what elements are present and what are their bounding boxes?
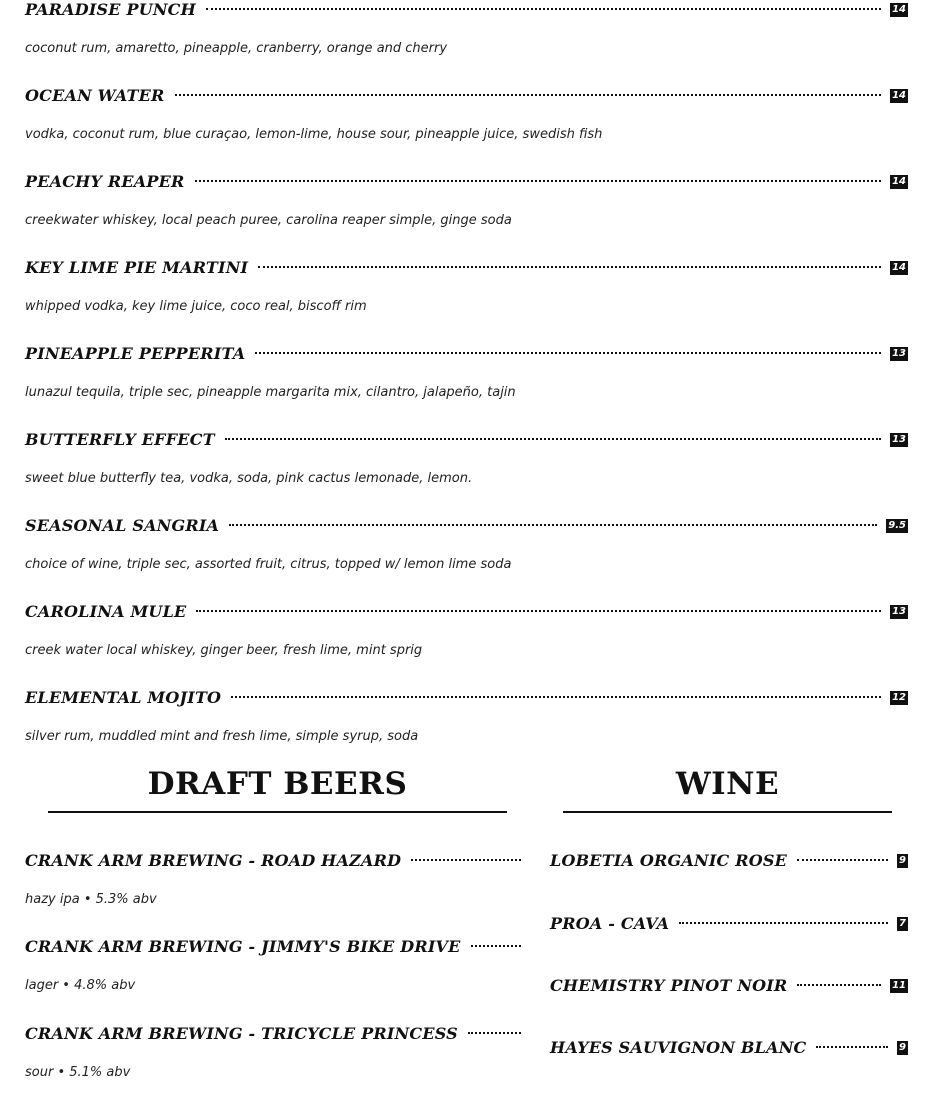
item-description: sour • 5.1% abv [25,1065,131,1080]
price-badge: 14 [892,89,906,101]
item-name: LOBETIA ORGANIC ROSE [550,851,787,870]
menu-item [25,430,908,486]
item-name: SEASONAL SANGRIA [25,516,220,535]
item-name: CRANK ARM BREWING - ROAD HAZARD [25,851,402,870]
item-description: hazy ipa • 5.3% abv [25,892,157,907]
dot-leader [231,696,881,698]
item-description: silver rum, muddled mint and fresh lime, simple syrup, soda [25,729,419,744]
section-title-draft-beers: DRAFT BEERS [147,766,408,802]
menu-item [25,344,908,400]
beer-item [25,1024,521,1080]
dot-leader [471,945,521,947]
menu-item [25,602,908,658]
beer-item [25,851,521,907]
item-name: PARADISE PUNCH [25,0,196,19]
dot-leader [797,859,888,861]
beer-item [25,937,521,993]
item-name: CHEMISTRY PINOT NOIR [550,976,788,995]
menu-item [25,516,908,572]
item-description: coconut rum, amaretto, pineapple, cranberry, orange and cherry [25,41,448,56]
section-divider [563,811,892,813]
dot-leader [411,859,521,861]
dot-leader [175,94,882,96]
section-divider [48,811,507,813]
menu-item [25,0,908,56]
menu-item [25,86,908,142]
price-badge: 11 [892,979,906,991]
price-badge: 12 [892,691,906,703]
price-badge: 14 [892,261,906,273]
item-description: choice of wine, triple sec, assorted fruit, citrus, topped w/ lemon lime soda [25,557,512,572]
item-name: ELEMENTAL MOJITO [25,688,222,707]
price-badge: 9.5 [888,519,906,531]
dot-leader [196,610,881,612]
item-description: lager • 4.8% abv [25,978,136,993]
item-name: KEY LIME PIE MARTINI [25,258,249,277]
item-name: PROA - CAVA [550,914,670,933]
item-name: OCEAN WATER [25,86,165,105]
dot-leader [225,438,881,440]
item-description: whipped vodka, key lime juice, coco real, biscoff rim [25,299,367,314]
price-badge: 13 [892,347,906,359]
price-badge: 14 [892,175,906,187]
price-badge: 9 [899,854,906,866]
wine-item [550,1038,908,1057]
item-description: creek water local whiskey, ginger beer, fresh lime, mint sprig [25,643,423,658]
item-description: lunazul tequila, triple sec, pineapple margarita mix, cilantro, jalapeño, tajin [25,385,516,400]
item-description: vodka, coconut rum, blue curaçao, lemon-lime, house sour, pineapple juice, swedish fish [25,127,603,142]
item-name: BUTTERFLY EFFECT [25,430,215,449]
wine-item [550,914,908,933]
menu-item [25,172,908,228]
price-badge: 7 [899,917,906,929]
item-description: creekwater whiskey, local peach puree, carolina reaper simple, ginge soda [25,213,512,228]
dot-leader [258,266,881,268]
item-name: CRANK ARM BREWING - JIMMY'S BIKE DRIVE [25,937,461,956]
wine-item [550,976,908,995]
wine-item [550,851,908,870]
item-name: PEACHY REAPER [25,172,185,191]
dot-leader [816,1046,888,1048]
menu-item [25,258,908,314]
dot-leader [797,984,881,986]
dot-leader [679,922,888,924]
dot-leader [255,352,881,354]
item-name: PINEAPPLE PEPPERITA [25,344,246,363]
section-title-wine: WINE [675,766,780,802]
dot-leader [229,524,877,526]
item-name: CRANK ARM BREWING - TRICYCLE PRINCESS [25,1024,458,1043]
price-badge: 14 [892,3,906,15]
item-description: sweet blue butterfly tea, vodka, soda, pink cactus lemonade, lemon. [25,471,473,486]
dot-leader [468,1032,521,1034]
price-badge: 13 [892,433,906,445]
price-badge: 9 [899,1041,906,1053]
menu-item [25,688,908,744]
item-name: CAROLINA MULE [25,602,187,621]
item-name: HAYES SAUVIGNON BLANC [550,1038,807,1057]
dot-leader [206,8,881,10]
price-badge: 13 [892,605,906,617]
dot-leader [195,180,882,182]
